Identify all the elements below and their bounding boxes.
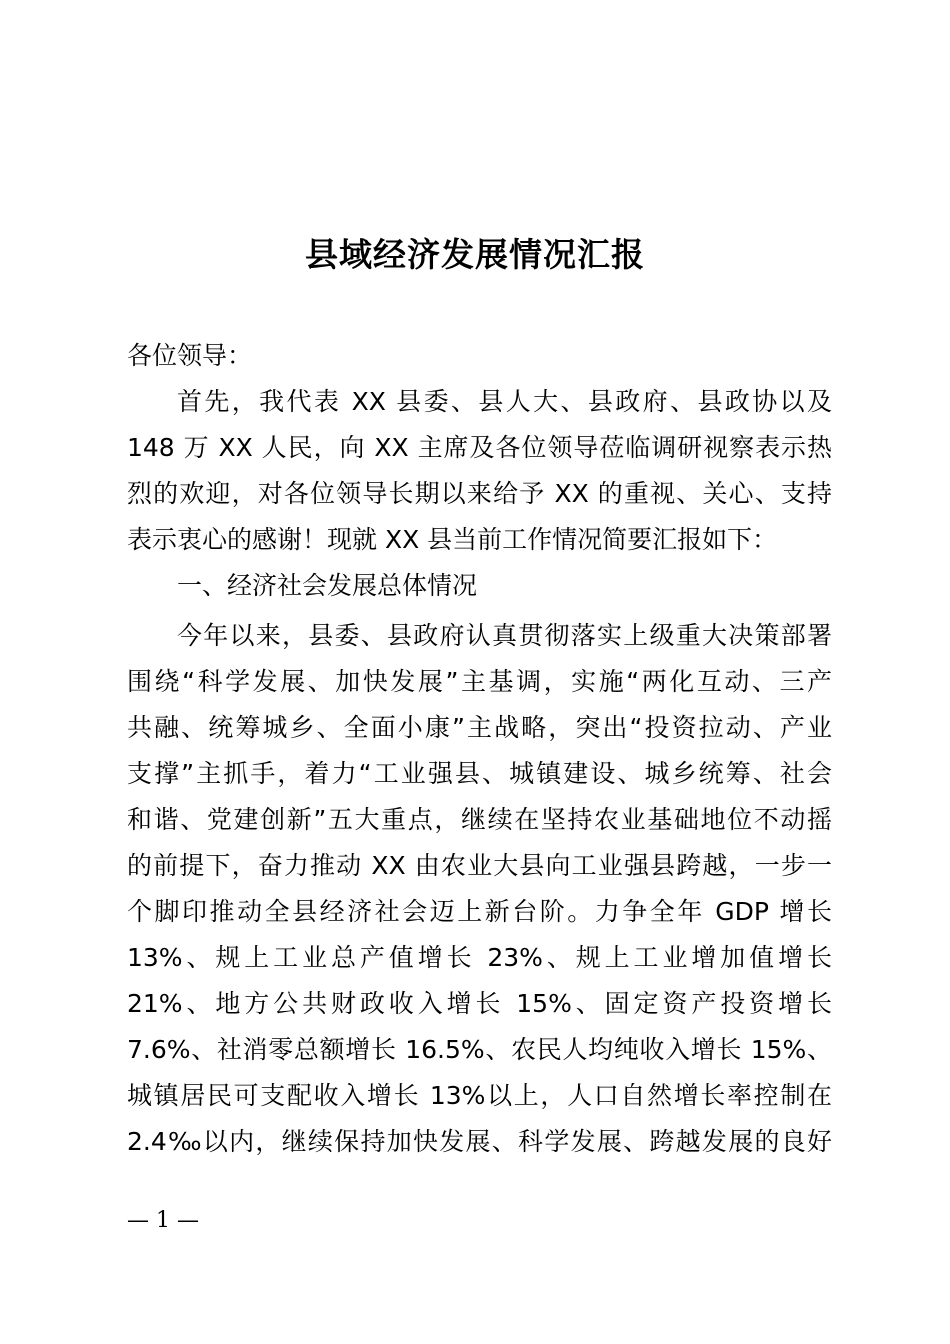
paragraph-line: 个脚印推动全县经济社会迈上新台阶。力争全年 GDP 增长: [127, 897, 832, 926]
paragraph-line: 的前提下，奋力推动 XX 由农业大县向工业强县跨越，一步一: [127, 851, 832, 880]
paragraph-line: 支撑”主抓手，着力“工业强县、城镇建设、城乡统筹、社会: [127, 759, 832, 788]
paragraph-line: 今年以来，县委、县政府认真贯彻落实上级重大决策部署: [177, 621, 832, 650]
page-number: — 1 —: [127, 1208, 199, 1233]
paragraph-line: 2.4‰以内，继续保持加快发展、科学发展、跨越发展的良好: [127, 1127, 832, 1156]
paragraph-line: 城镇居民可支配收入增长 13%以上，人口自然增长率控制在: [127, 1081, 832, 1110]
paragraph-line: 148 万 XX 人民，向 XX 主席及各位领导莅临调研视察表示热: [127, 433, 832, 462]
paragraph-line: 烈的欢迎，对各位领导长期以来给予 XX 的重视、关心、支持: [127, 479, 832, 508]
paragraph-line: 7.6%、社消零总额增长 16.5%、农民人均纯收入增长 15%、: [127, 1035, 832, 1064]
section-heading: 一、经济社会发展总体情况: [177, 571, 478, 600]
document-title: 县域经济发展情况汇报: [305, 235, 645, 274]
paragraph-line: 共融、统筹城乡、全面小康”主战略，突出“投资拉动、产业: [127, 713, 832, 742]
salutation: 各位领导：: [127, 341, 253, 370]
paragraph-line: 21%、地方公共财政收入增长 15%、固定资产投资增长: [127, 989, 832, 1018]
paragraph-line: 13%、规上工业总产值增长 23%、规上工业增加值增长: [127, 943, 832, 972]
paragraph-line: 和谐、党建创新”五大重点，继续在坚持农业基础地位不动摇: [127, 805, 832, 834]
paragraph-line: 首先，我代表 XX 县委、县人大、县政府、县政协以及: [177, 387, 832, 416]
paragraph-line: 表示衷心的感谢！现就 XX 县当前工作情况简要汇报如下：: [127, 525, 778, 554]
paragraph-line: 围绕“科学发展、加快发展”主基调，实施“两化互动、三产: [127, 667, 832, 696]
